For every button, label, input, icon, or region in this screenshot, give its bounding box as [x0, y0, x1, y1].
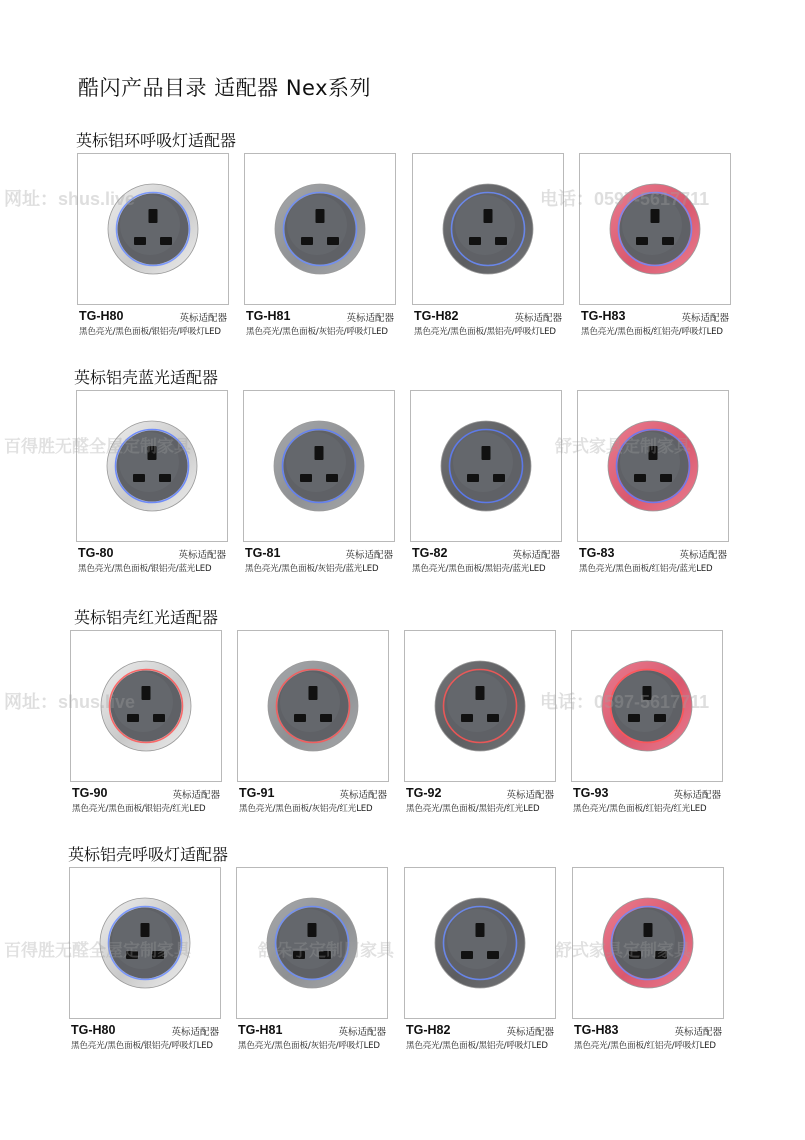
product-desc: 黑色亮光/黑色面板/红铝壳/呼吸灯LED [574, 1041, 716, 1051]
product-type: 英标适配器 [673, 790, 721, 801]
product-type: 英标适配器 [345, 550, 393, 561]
neutral-slot [159, 474, 171, 482]
earth-slot [149, 209, 158, 223]
product-image [577, 390, 729, 542]
earth-slot [476, 686, 485, 700]
earth-slot [316, 209, 325, 223]
watermark-site: 网址：shus.live [4, 189, 136, 209]
earth-slot [644, 923, 653, 937]
model-number: TG-H83 [574, 1023, 619, 1037]
model-number: TG-H81 [238, 1023, 283, 1037]
live-slot [461, 951, 473, 959]
face-highlight [453, 432, 513, 492]
earth-slot [315, 446, 324, 460]
live-slot [469, 237, 481, 245]
neutral-slot [487, 951, 499, 959]
product-desc: 黑色亮光/黑色面板/银铝壳/蓝光LED [78, 564, 212, 574]
product-desc: 黑色亮光/黑色面板/红铝壳/呼吸灯LED [581, 327, 723, 337]
model-number: TG-93 [573, 786, 609, 800]
section-title: 英标铝壳呼吸灯适配器 [68, 845, 229, 864]
face-highlight [286, 432, 346, 492]
model-number: TG-90 [72, 786, 108, 800]
watermark-brand: 舒式家具定制家具 [555, 437, 691, 457]
section-title: 英标铝壳蓝光适配器 [74, 368, 219, 387]
product-type: 英标适配器 [171, 1027, 219, 1038]
product-type: 英标适配器 [506, 1027, 554, 1038]
product-type: 英标适配器 [674, 1027, 722, 1038]
neutral-slot [160, 237, 172, 245]
watermark-brand: 百得胜无醛全屋定制家具 [4, 941, 191, 961]
product-image [76, 390, 228, 542]
earth-slot [308, 923, 317, 937]
uk-socket-icon [405, 631, 555, 781]
model-number: TG-82 [412, 546, 448, 560]
earth-slot [651, 209, 660, 223]
neutral-slot [660, 474, 672, 482]
model-number: TG-H82 [406, 1023, 451, 1037]
live-slot [134, 237, 146, 245]
neutral-slot [495, 237, 507, 245]
uk-socket-icon [411, 391, 561, 541]
product-desc: 黑色亮光/黑色面板/黑铝壳/红光LED [406, 804, 540, 814]
face-highlight [447, 909, 507, 969]
model-number: TG-92 [406, 786, 442, 800]
live-slot [628, 714, 640, 722]
watermark-site: 网址：shus.live [4, 692, 136, 712]
earth-slot [142, 686, 151, 700]
product-desc: 黑色亮光/黑色面板/银铝壳/呼吸灯LED [71, 1041, 213, 1051]
product-type: 英标适配器 [346, 313, 394, 324]
earth-slot [476, 923, 485, 937]
live-slot [133, 474, 145, 482]
live-slot [461, 714, 473, 722]
neutral-slot [320, 714, 332, 722]
watermark-brand: 百得胜无醛全屋定制家具 [4, 437, 191, 457]
model-number: TG-H80 [79, 309, 124, 323]
watermark-phone: 电话：0597-5617711 [540, 189, 710, 209]
uk-socket-icon [244, 391, 394, 541]
page-title: 酷闪产品目录 适配器 Nex系列 [78, 76, 372, 100]
product-type: 英标适配器 [681, 313, 729, 324]
face-highlight [455, 195, 515, 255]
watermark-brand: 舒式家具定制家具 [555, 941, 691, 961]
live-slot [636, 237, 648, 245]
watermark-phone: 电话：0597-5617711 [540, 692, 710, 712]
live-slot [301, 237, 313, 245]
model-number: TG-81 [245, 546, 281, 560]
uk-socket-icon [413, 154, 563, 304]
earth-slot [482, 446, 491, 460]
product-image [404, 630, 556, 782]
live-slot [634, 474, 646, 482]
product-image [243, 390, 395, 542]
product-type: 英标适配器 [506, 790, 554, 801]
model-number: TG-80 [78, 546, 114, 560]
product-type: 英标适配器 [172, 790, 220, 801]
earth-slot [484, 209, 493, 223]
uk-socket-icon [245, 154, 395, 304]
earth-slot [141, 923, 150, 937]
neutral-slot [493, 474, 505, 482]
uk-socket-icon [77, 391, 227, 541]
product-type: 英标适配器 [512, 550, 560, 561]
face-highlight [447, 672, 507, 732]
product-type: 英标适配器 [338, 1027, 386, 1038]
product-desc: 黑色亮光/黑色面板/银铝壳/呼吸灯LED [79, 327, 221, 337]
live-slot [467, 474, 479, 482]
uk-socket-icon [78, 154, 228, 304]
face-highlight [280, 672, 340, 732]
product-desc: 黑色亮光/黑色面板/灰铝壳/红光LED [239, 804, 373, 814]
product-image [410, 390, 562, 542]
product-image [77, 153, 229, 305]
product-image [404, 867, 556, 1019]
uk-socket-icon [578, 391, 728, 541]
product-desc: 黑色亮光/黑色面板/灰铝壳/呼吸灯LED [238, 1041, 380, 1051]
model-number: TG-H81 [246, 309, 291, 323]
product-desc: 黑色亮光/黑色面板/银铝壳/红光LED [72, 804, 206, 814]
section-title: 英标铝环呼吸灯适配器 [76, 131, 237, 150]
product-desc: 黑色亮光/黑色面板/黑铝壳/呼吸灯LED [406, 1041, 548, 1051]
product-image [579, 153, 731, 305]
uk-socket-icon [405, 868, 555, 1018]
uk-socket-icon [580, 154, 730, 304]
product-image [237, 630, 389, 782]
neutral-slot [326, 474, 338, 482]
product-desc: 黑色亮光/黑色面板/黑铝壳/蓝光LED [412, 564, 546, 574]
model-number: TG-H82 [414, 309, 459, 323]
product-desc: 黑色亮光/黑色面板/红铝壳/红光LED [573, 804, 707, 814]
product-type: 英标适配器 [179, 313, 227, 324]
live-slot [300, 474, 312, 482]
neutral-slot [654, 714, 666, 722]
product-desc: 黑色亮光/黑色面板/红铝壳/蓝光LED [579, 564, 713, 574]
neutral-slot [662, 237, 674, 245]
product-type: 英标适配器 [178, 550, 226, 561]
earth-slot [309, 686, 318, 700]
live-slot [294, 714, 306, 722]
product-type: 英标适配器 [339, 790, 387, 801]
model-number: TG-83 [579, 546, 615, 560]
product-image [244, 153, 396, 305]
neutral-slot [487, 714, 499, 722]
section-title: 英标铝壳红光适配器 [74, 608, 219, 627]
model-number: TG-H83 [581, 309, 626, 323]
product-desc: 黑色亮光/黑色面板/灰铝壳/呼吸灯LED [246, 327, 388, 337]
watermark-brand: 舒朵子定制用家具 [258, 941, 394, 961]
model-number: TG-91 [239, 786, 275, 800]
product-image [412, 153, 564, 305]
face-highlight [287, 195, 347, 255]
model-number: TG-H80 [71, 1023, 116, 1037]
neutral-slot [153, 714, 165, 722]
product-desc: 黑色亮光/黑色面板/黑铝壳/呼吸灯LED [414, 327, 556, 337]
product-desc: 黑色亮光/黑色面板/灰铝壳/蓝光LED [245, 564, 379, 574]
product-type: 英标适配器 [679, 550, 727, 561]
product-type: 英标适配器 [514, 313, 562, 324]
live-slot [127, 714, 139, 722]
neutral-slot [327, 237, 339, 245]
uk-socket-icon [238, 631, 388, 781]
